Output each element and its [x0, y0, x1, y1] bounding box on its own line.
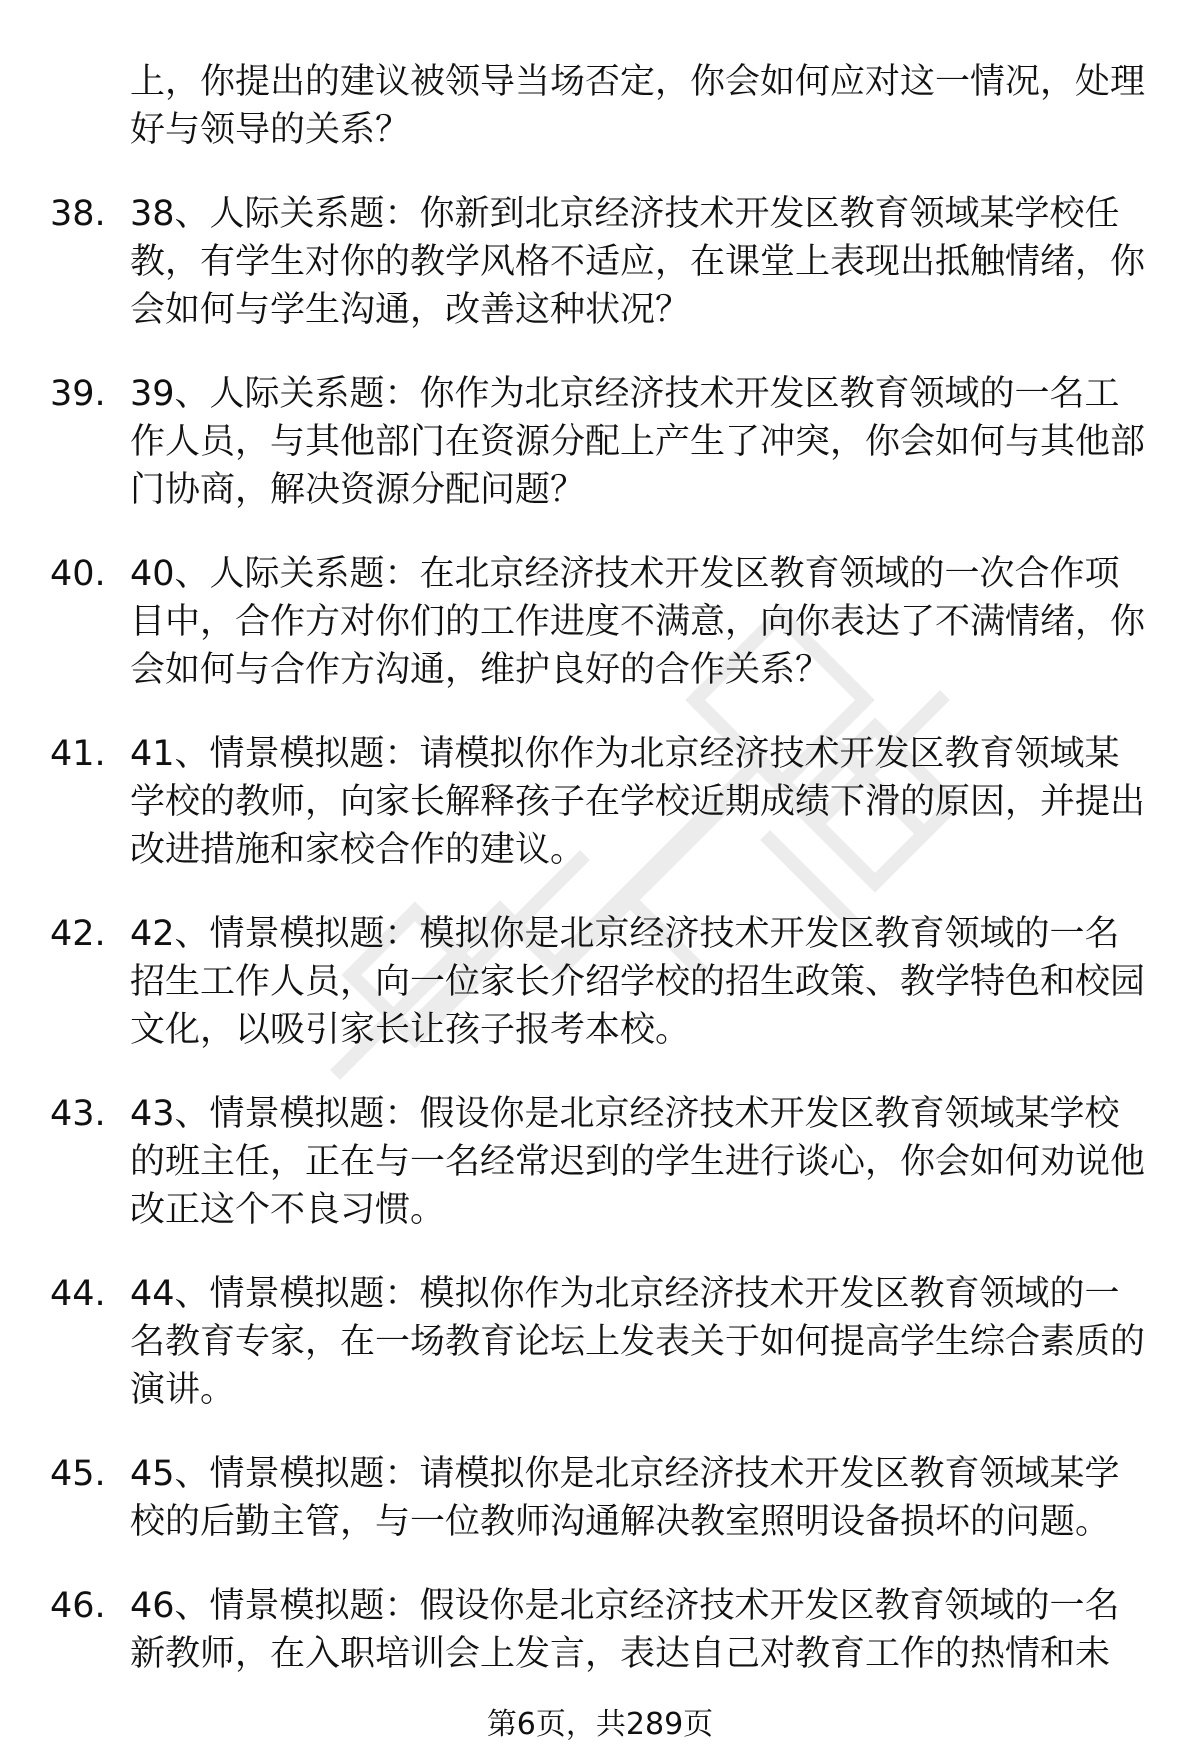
item-text: 46、情景模拟题：假设你是北京经济技术开发区教育领域的一名新教师，在入职培训会上发言，表达自己对教育工作的热情和未	[130, 1586, 1120, 1674]
item-number: 43.	[50, 1094, 106, 1134]
item-number: 42.	[50, 914, 106, 954]
item-number: 40.	[50, 554, 106, 594]
item-text: 41、情景模拟题：请模拟你作为北京经济技术开发区教育领域某学校的教师，向家长解释孩子在学校近期成绩下滑的原因，并提出改进措施和家校合作的建议。	[130, 734, 1146, 870]
item-number: 41.	[50, 734, 106, 774]
list-item	[0, 190, 1200, 334]
list-item	[0, 730, 1200, 874]
item-number: 44.	[50, 1274, 106, 1314]
list-item	[0, 910, 1200, 1054]
page-footer: 第6页，共289页	[486, 1707, 714, 1742]
list-item	[0, 550, 1200, 694]
list-item	[0, 1090, 1200, 1234]
list-item	[0, 1582, 1200, 1678]
item-number: 39.	[50, 374, 106, 414]
continued-paragraph	[0, 58, 1200, 154]
list-item	[0, 1270, 1200, 1414]
item-text: 45、情景模拟题：请模拟你是北京经济技术开发区教育领域某学校的后勤主管，与一位教师沟通解决教室照明设备损坏的问题。	[130, 1454, 1120, 1542]
continued-text: 上，你提出的建议被领导当场否定，你会如何应对这一情况，处理好与领导的关系？	[130, 62, 1146, 150]
item-text: 40、人际关系题：在北京经济技术开发区教育领域的一次合作项目中，合作方对你们的工作进度不满意，向你表达了不满情绪，你会如何与合作方沟通，维护良好的合作关系？	[130, 554, 1146, 690]
list-item	[0, 1450, 1200, 1546]
item-number: 45.	[50, 1454, 106, 1494]
list-item	[0, 370, 1200, 514]
item-text: 43、情景模拟题：假设你是北京经济技术开发区教育领域某学校的班主任，正在与一名经常迟到的学生进行谈心，你会如何劝说他改正这个不良习惯。	[130, 1094, 1146, 1230]
item-text: 38、人际关系题：你新到北京经济技术开发区教育领域某学校任教，有学生对你的教学风格不适应，在课堂上表现出抵触情绪，你会如何与学生沟通，改善这种状况？	[130, 194, 1146, 330]
item-number: 46.	[50, 1586, 106, 1626]
item-text: 39、人际关系题：你作为北京经济技术开发区教育领域的一名工作人员，与其他部门在资源分配上产生了冲突，你会如何与其他部门协商，解决资源分配问题？	[130, 374, 1146, 510]
question-list	[0, 58, 1200, 1714]
item-number: 38.	[50, 194, 106, 234]
item-text: 44、情景模拟题：模拟你作为北京经济技术开发区教育领域的一名教育专家，在一场教育论坛上发表关于如何提高学生综合素质的演讲。	[130, 1274, 1146, 1410]
item-text: 42、情景模拟题：模拟你是北京经济技术开发区教育领域的一名招生工作人员，向一位家长介绍学校的招生政策、教学特色和校园文化，以吸引家长让孩子报考本校。	[130, 914, 1146, 1050]
